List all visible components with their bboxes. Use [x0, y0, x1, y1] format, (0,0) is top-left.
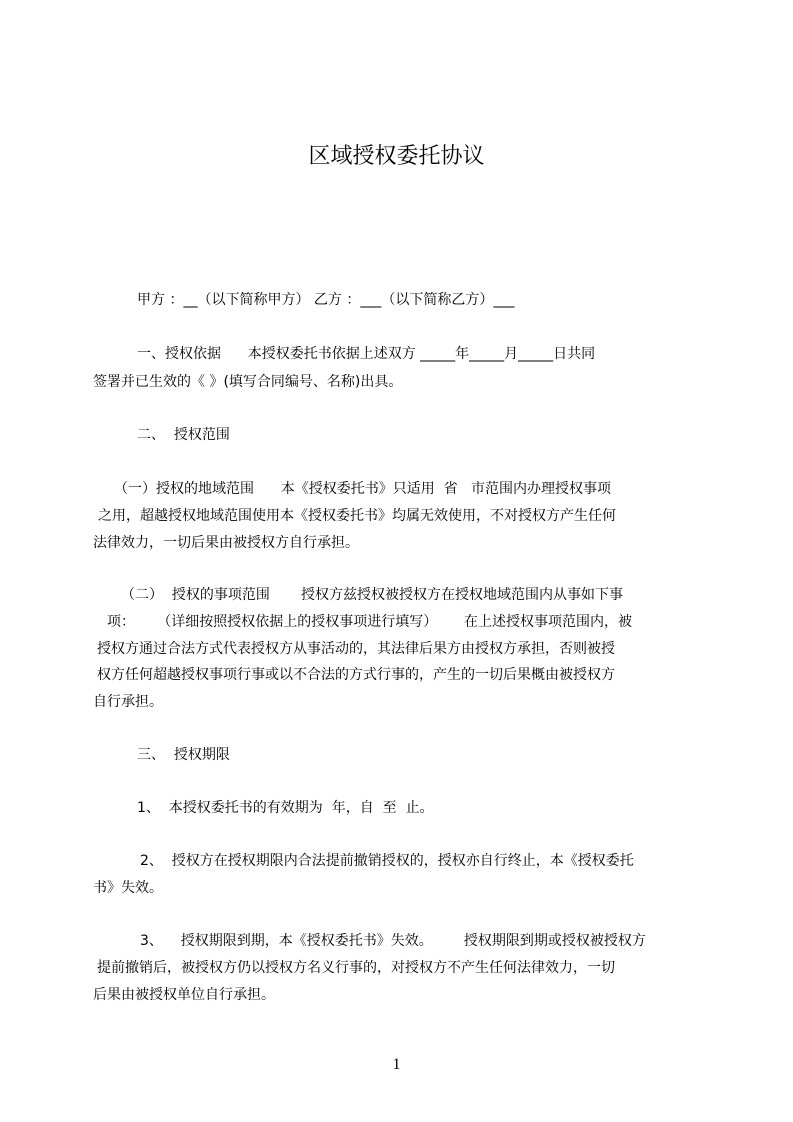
- section3-item3-line2: 提前撤销后，被授权方仍以授权方名义行事的，对授权方不产生任何法律效力，一切: [97, 960, 615, 976]
- parties-line: 甲方 ：__（以下简称甲方） 乙方 ：___（以下简称乙方）___: [137, 292, 515, 308]
- section2-item2-line2: 项： （详细按照授权依据上的授权事项进行填写） 在上述授权事项范围内，被: [107, 614, 632, 630]
- section2-item2-line1: （二） 授权的事项范围 授权方兹授权被授权方在授权地域范围内从事如下事: [121, 587, 624, 603]
- section2-item1-line2: 之用，超越授权地域范围使用本《授权委托书》均属无效使用，不对授权方产生任何: [98, 508, 616, 524]
- section3-item2-line1: 2、 授权方在授权期限内合法提前撤销授权的，授权亦自行终止，本《授权委托: [140, 853, 634, 869]
- section1-line1: 一、授权依据 本授权委托书依据上述双方 _____年_____月_____日共同: [137, 346, 596, 362]
- section1-line2: 签署并已生效的《 》(填写合同编号、名称)出具。: [93, 374, 403, 390]
- section2-item1-line1: （一）授权的地域范围 本《授权委托书》只适用 省 市范围内办理授权事项: [114, 481, 611, 497]
- section3-item3-line3: 后果由被授权单位自行承担。: [93, 987, 275, 1003]
- section3-item1: 1、 本授权委托书的有效期为 年，自 至 止。: [137, 800, 434, 816]
- section3-item3-line1: 3、 授权期限到期，本《授权委托书》失效。 授权期限到期或授权被授权方: [140, 933, 646, 949]
- section3-item2-line2: 书》失效。: [93, 880, 163, 896]
- section2-heading: 二、 授权范围: [137, 427, 230, 443]
- section2-item1-line3: 法律效力，一切后果由被授权方自行承担。: [93, 535, 359, 551]
- section2-item2-line5: 自行承担。: [93, 694, 163, 710]
- section2-item2-line4: 权方任何超越授权事项行事或以不合法的方式行事的，产生的一切后果概由被授权方: [97, 667, 615, 683]
- page-number: 1: [392, 1056, 401, 1073]
- document-title: 区域授权委托协议: [308, 144, 485, 169]
- section2-item2-line3: 授权方通过合法方式代表授权方从事活动的，其法律后果方由授权方承担，否则被授: [97, 641, 615, 657]
- section3-heading: 三、 授权期限: [137, 747, 230, 763]
